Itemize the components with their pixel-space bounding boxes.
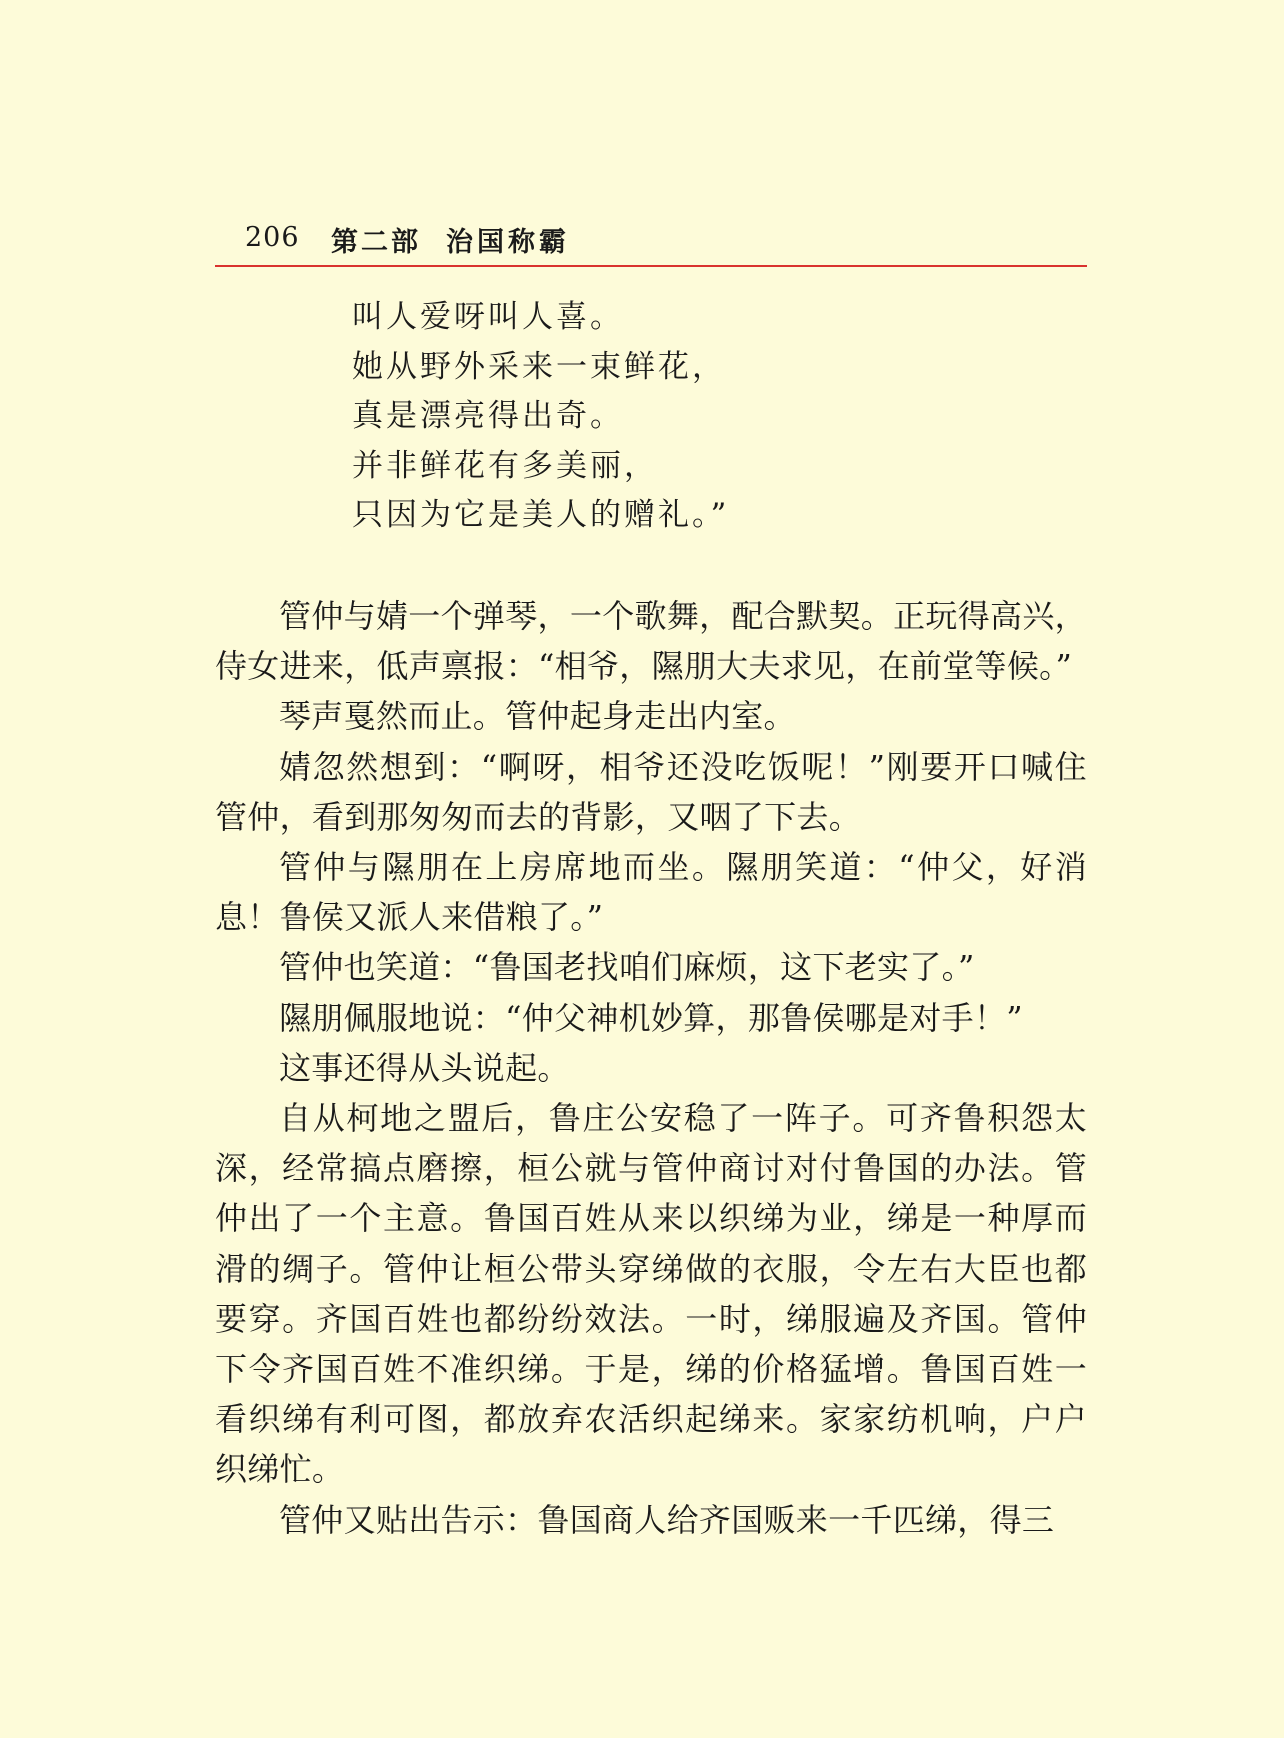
poem-line: 真是漂亮得出奇。 <box>352 398 624 434</box>
paragraph: 这事还得从头说起。 <box>279 1048 570 1087</box>
poem-block <box>352 293 1052 541</box>
poem-line: 她从野外采来一束鲜花， <box>352 348 726 385</box>
paragraph: 管仲也笑道：“鲁国老找咱们麻烦，这下老实了。” <box>279 948 975 987</box>
poem-line: 并非鲜花有多美丽， <box>352 447 658 484</box>
paragraph: 琴声戛然而止。管仲起身走出内室。 <box>279 697 796 736</box>
body-text <box>215 591 1087 1545</box>
paragraph: 婧忽然想到：“啊呀，相爷还没吃饭呢！”刚要开口喊住管仲，看到那匆匆而去的背影，又咽了下去。 <box>215 747 1087 836</box>
paragraph: 管仲又贴出告示：鲁国商人给齐国贩来一千匹绨，得三 <box>279 1500 1055 1539</box>
page-number: 206 <box>245 222 300 253</box>
paragraph: 管仲与婧一个弹琴，一个歌舞，配合默契。正玩得高兴，侍女进来，低声禀报：“相爷，隰朋大夫求见，在前堂等候。” <box>215 597 1087 686</box>
poem-line: 叫人爱呀叫人喜。 <box>352 299 624 335</box>
paragraph: 自从柯地之盟后，鲁庄公安稳了一阵子。可齐鲁积怨太深，经常搞点磨擦，桓公就与管仲商讨对付鲁国的办法。管仲出了一个主意。鲁国百姓从来以织绨为业，绨是一种厚而滑的绸子。管仲让桓公带头穿绨做的衣服，令左右大臣也都要穿。齐国百姓也都纷纷效法。一时，绨服遍及齐国。管仲下令齐国百姓不准织绨。于是，绨的价格猛增。鲁国百姓一看织绨有利可图，都放弃农活织起绨来。家家纺机响，户户织绨忙。 <box>215 1099 1087 1489</box>
part-title: 第二部 <box>331 227 421 258</box>
paragraph: 管仲与隰朋在上房席地而坐。隰朋笑道：“仲父，好消息！鲁侯又派人来借粮了。” <box>215 848 1087 937</box>
header-divider <box>215 265 1087 267</box>
section-title: 治国称霸 <box>446 227 570 258</box>
page-header <box>215 218 1087 258</box>
paragraph: 隰朋佩服地说：“仲父神机妙算，那鲁侯哪是对手！” <box>279 998 1023 1037</box>
poem-line: 只因为它是美人的赠礼。” <box>352 497 730 533</box>
